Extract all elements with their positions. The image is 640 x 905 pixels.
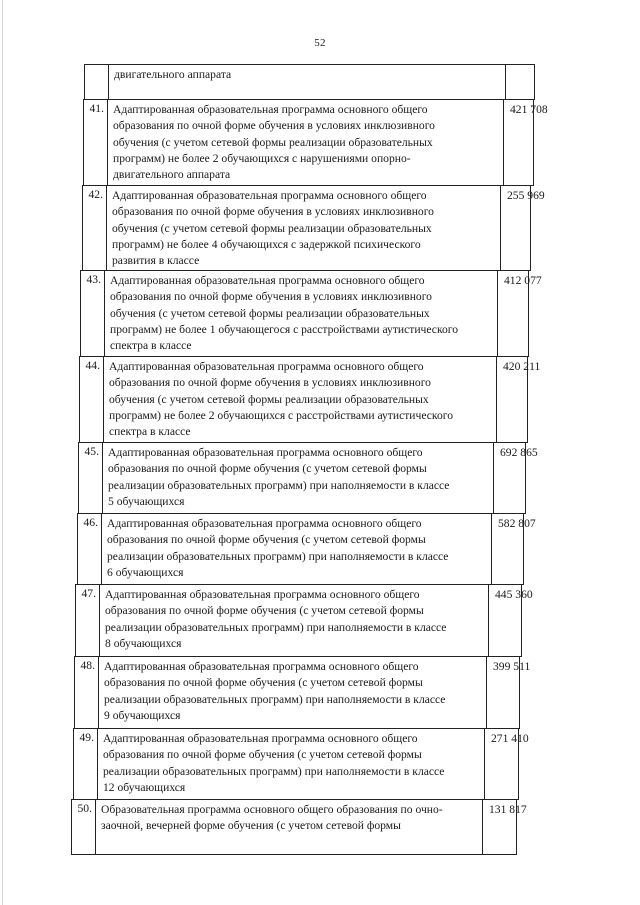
page-number: 52	[314, 37, 326, 49]
row-number: 43.	[81, 271, 105, 356]
description-line: образования по очной форме обучения в условиях инклюзивного	[110, 290, 432, 304]
program-description	[99, 657, 486, 728]
description-line: реализации образовательных программ) при наполняемости в классе	[103, 764, 445, 778]
row-number: 41.	[84, 100, 108, 185]
normative-cost-value: 255 969	[500, 186, 530, 270]
description-line: реализации образовательных программ) при наполняемости в классе	[105, 620, 447, 634]
table-row	[78, 442, 538, 514]
row-number: 50.	[72, 800, 96, 854]
program-description	[104, 357, 496, 442]
table-row	[79, 356, 541, 443]
table-row	[83, 99, 548, 186]
normative-cost-value: 399 511	[486, 657, 519, 728]
description-line: заочной, вечерней форме обучения (с учетом сетевой формы	[101, 819, 401, 833]
description-line: Адаптированная образовательная программа основного общего	[113, 103, 428, 116]
normative-cost-value: 131 817	[482, 800, 516, 854]
table-row	[71, 799, 527, 855]
description-line: реализации образовательных программ) при наполняемости в классе	[108, 478, 450, 492]
program-description	[107, 186, 500, 270]
normative-cost-value: 271 410	[484, 729, 518, 799]
description-line: реализации образовательных программ) при наполняемости в классе	[107, 549, 449, 563]
description-line: образования по очной форме обучения (с учетом сетевой формы	[105, 604, 424, 618]
description-line: программ) не более 2 обучающихся с расстройствами аутистического	[109, 408, 454, 422]
description-line: 6 обучающихся	[107, 565, 184, 579]
normative-cost-value: 582 807	[491, 514, 523, 584]
table-row	[73, 728, 529, 800]
description-line: Адаптированная образовательная программа основного общего	[109, 360, 424, 373]
description-line: двигательного аппарата	[114, 68, 232, 81]
program-description	[98, 729, 484, 799]
row-number: 42.	[83, 186, 107, 270]
description-line: образования по очной форме обучения (с учетом сетевой формы	[108, 462, 427, 476]
description-line: реализации образовательных программ) при наполняемости в классе	[104, 692, 446, 706]
program-description	[96, 800, 482, 854]
description-line: образования по очной форме обучения в условиях инклюзивного	[113, 119, 435, 133]
description-line: программ) не более 4 обучающихся с задержкой психического	[112, 237, 421, 251]
row-number: 46.	[78, 514, 102, 584]
description-line: образования по очной форме обучения в условиях инклюзивного	[112, 205, 434, 219]
table-row	[84, 64, 535, 100]
program-description	[103, 443, 493, 513]
description-line: Адаптированная образовательная программа основного общего	[104, 660, 419, 673]
description-line: спектра в классе	[109, 425, 191, 439]
program-description	[109, 65, 505, 99]
table-row	[80, 270, 542, 357]
normative-cost-value: 421 708	[503, 100, 533, 185]
description-line: 9 обучающихся	[104, 708, 181, 722]
description-line: образования по очной форме обучения (с учетом сетевой формы	[107, 533, 426, 547]
description-line: Образовательная программа основного общего образования по очно-	[101, 803, 443, 816]
description-line: Адаптированная образовательная программа основного общего	[112, 189, 427, 202]
table-row	[75, 584, 533, 657]
description-line: обучения (с учетом сетевой формы реализации образовательных	[109, 392, 429, 406]
row-number: 48.	[75, 657, 99, 728]
description-line: программ) не более 2 обучающихся с нарушениями опорно-	[113, 151, 411, 165]
normative-cost-value: 420 211	[496, 357, 527, 442]
normative-cost-value: 692 865	[493, 443, 525, 513]
row-number: 45.	[79, 443, 103, 513]
description-line: 12 обучающихся	[103, 780, 186, 794]
description-line: Адаптированная образовательная программа основного общего	[110, 274, 425, 287]
row-number	[85, 65, 109, 99]
table-row	[82, 185, 545, 271]
description-line: обучения (с учетом сетевой формы реализации образовательных	[112, 221, 432, 235]
description-line: Адаптированная образовательная программа основного общего	[105, 588, 420, 601]
description-line: Адаптированная образовательная программа основного общего	[108, 446, 423, 459]
table-row	[74, 656, 531, 729]
normative-cost-value: 412 077	[497, 271, 528, 356]
normative-cost-value: 445 360	[488, 585, 521, 656]
program-description	[100, 585, 488, 656]
description-line: Адаптированная образовательная программа основного общего	[107, 517, 422, 530]
description-line: образования по очной форме обучения (с учетом сетевой формы	[103, 748, 422, 762]
description-line: 8 обучающихся	[105, 636, 182, 650]
row-number: 44.	[80, 357, 104, 442]
description-line: двигательного аппарата	[113, 168, 231, 182]
program-description	[102, 514, 491, 584]
description-line: 5 обучающихся	[108, 494, 185, 508]
description-line: образования по очной форме обучения в условиях инклюзивного	[109, 376, 431, 390]
description-line: обучения (с учетом сетевой формы реализации образовательных	[110, 306, 430, 320]
program-description	[108, 100, 503, 185]
description-line: обучения (с учетом сетевой формы реализации образовательных	[113, 135, 433, 149]
description-line: спектра в классе	[110, 339, 192, 353]
description-line: программ) не более 1 обучающегося с расстройствами аутистического	[110, 322, 459, 336]
description-line: образования по очной форме обучения (с учетом сетевой формы	[104, 676, 423, 690]
program-description	[105, 271, 497, 356]
row-number: 47.	[76, 585, 100, 656]
description-line: развития в классе	[112, 254, 200, 268]
normative-cost-value	[505, 65, 534, 99]
row-number: 49.	[74, 729, 98, 799]
table-row	[77, 513, 536, 585]
description-line: Адаптированная образовательная программа основного общего	[103, 732, 418, 745]
